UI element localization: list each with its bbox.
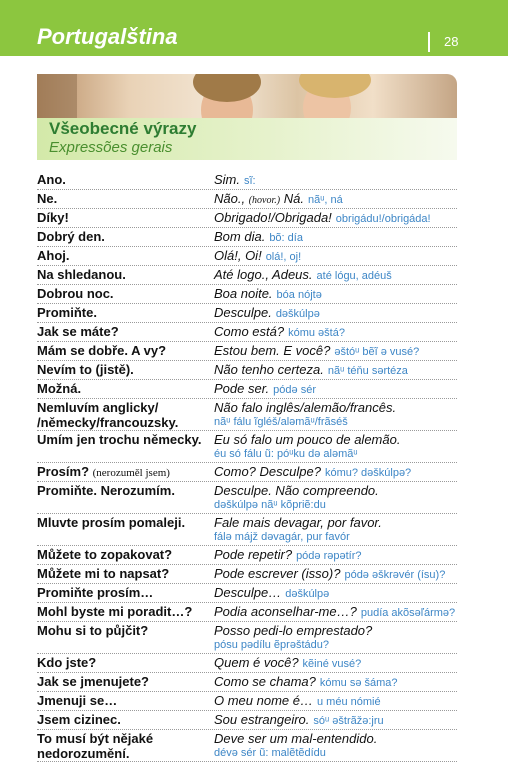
pronunciation: kómu əštá?: [288, 327, 345, 339]
czech-phrase: [37, 171, 214, 189]
czech-text: Na shledanou.: [37, 267, 126, 282]
portuguese-text: Fale mais devagar, por favor.: [214, 515, 382, 530]
portuguese-text: Bom dia.: [214, 229, 266, 244]
portuguese-text: Sim.: [214, 172, 240, 187]
czech-text: Promiňte.: [37, 305, 97, 320]
pronunciation: sóᵘ əštrãžə:jru: [313, 715, 384, 727]
phrase-row: [37, 190, 457, 209]
portuguese-text: Estou bem. E você?: [214, 343, 331, 358]
portuguese-phrase: [214, 546, 457, 564]
portuguese-text: Boa noite.: [214, 286, 273, 301]
pronunciation: kómu sə šáma?: [319, 677, 398, 689]
czech-phrase: [37, 622, 214, 653]
phrase-row: [37, 380, 457, 399]
portuguese-phrase: [214, 323, 457, 341]
hair-left: [193, 74, 261, 102]
portuguese-phrase: [214, 565, 457, 583]
photo-shadow: [37, 74, 77, 118]
czech-text: Kdo jste?: [37, 655, 97, 670]
portuguese-text: Olá!, Oi!: [214, 248, 262, 263]
czech-text: Můžete mi to napsat?: [37, 566, 170, 581]
phrase-row: [37, 171, 457, 190]
czech-text: Díky!: [37, 210, 69, 225]
pronunciation: nãᵘ téňu sərtéza: [327, 365, 408, 377]
phrase-row: [37, 463, 457, 482]
czech-phrase: [37, 190, 214, 208]
phrase-row: [37, 228, 457, 247]
portuguese-text: Posso pedi-lo emprestado?: [214, 623, 373, 638]
pronunciation: dəškúlpə: [275, 308, 320, 320]
portuguese-text: Não falo inglês/alemão/francês.: [214, 400, 397, 415]
phrase-row: [37, 622, 457, 654]
header-bar: [0, 0, 508, 56]
portuguese-text: Deve ser um mal-entendido.: [214, 731, 378, 746]
czech-phrase: [37, 304, 214, 322]
phrase-row: [37, 692, 457, 711]
czech-text: Ne.: [37, 191, 58, 206]
portuguese-phrase: [214, 692, 457, 710]
portuguese-phrase: [214, 380, 457, 398]
portuguese-phrase: [214, 622, 457, 653]
pronunciation: pudía akõsəľármə?: [360, 607, 456, 619]
czech-text: Mohu si to půjčit?: [37, 623, 149, 638]
czech-text: Nemluvím anglicky/ /německy/francouzsky.: [37, 400, 179, 430]
czech-phrase: [37, 431, 214, 462]
portuguese-text: Pode repetir?: [214, 547, 293, 562]
czech-phrase: [37, 399, 214, 430]
czech-text: Nevím to (jistě).: [37, 362, 134, 377]
portuguese-extra: Ná.: [283, 191, 304, 206]
portuguese-phrase: [214, 514, 457, 545]
pronunciation: olá!, oj!: [265, 251, 302, 263]
pronunciation: dəškúlpə nãᵘ kõpriẽ:du: [214, 499, 326, 511]
phrase-row: [37, 209, 457, 228]
portuguese-text: Pode escrever (isso)?: [214, 566, 341, 581]
portuguese-text: Como está?: [214, 324, 285, 339]
czech-phrase: [37, 463, 214, 481]
pronunciation: pódə əškrəvér (ísu)?: [344, 569, 446, 581]
pronunciation: bóa nójtə: [276, 289, 322, 301]
pronunciation: obrigádu!/obrigáda!: [335, 213, 431, 225]
czech-phrase: [37, 584, 214, 602]
portuguese-phrase: [214, 431, 457, 462]
portuguese-phrase: [214, 399, 457, 430]
portuguese-text: Não.,: [214, 191, 246, 206]
portuguese-phrase: [214, 673, 457, 691]
czech-phrase: [37, 285, 214, 303]
czech-phrase: [37, 603, 214, 621]
pronunciation: u méu nómié: [317, 696, 381, 708]
phrase-row: [37, 361, 457, 380]
czech-text: Dobrý den.: [37, 229, 105, 244]
czech-phrase: [37, 323, 214, 341]
portuguese-phrase: [214, 361, 457, 379]
portuguese-phrase: [214, 711, 457, 729]
portuguese-phrase: [214, 285, 457, 303]
language-title: Portugalština: [37, 24, 178, 49]
phrase-row: [37, 603, 457, 622]
section-header: [37, 118, 457, 160]
czech-text: Mohl byste mi poradit…?: [37, 604, 193, 619]
czech-phrase: [37, 342, 214, 360]
portuguese-text: Até logo., Adeus.: [214, 267, 313, 282]
phrase-row: [37, 399, 457, 431]
czech-text: Ano.: [37, 172, 66, 187]
pronunciation: kómu? dəškúlpə?: [324, 467, 412, 479]
czech-text: Dobrou noc.: [37, 286, 114, 301]
portuguese-text: Eu só falo um pouco de alemão.: [214, 432, 401, 447]
phrase-row: [37, 342, 457, 361]
czech-text: Ahoj.: [37, 248, 70, 263]
portuguese-phrase: [214, 482, 457, 513]
phrase-row: [37, 565, 457, 584]
portuguese-text: Sou estrangeiro.: [214, 712, 310, 727]
portuguese-phrase: [214, 730, 457, 761]
portuguese-text: Desculpe.: [214, 305, 272, 320]
phrase-row: [37, 431, 457, 463]
portuguese-phrase: [214, 654, 457, 672]
czech-text: Jak se máte?: [37, 324, 119, 339]
page-number: 28: [444, 34, 459, 49]
portuguese-text: Obrigado!/Obrigada!: [214, 210, 332, 225]
portuguese-text: Pode ser.: [214, 381, 270, 396]
czech-text: Mluvte prosím pomaleji.: [37, 515, 186, 530]
phrase-row: [37, 711, 457, 730]
portuguese-text: Desculpe…: [214, 585, 282, 600]
phrase-row: [37, 584, 457, 603]
portuguese-phrase: [214, 603, 457, 621]
czech-text: Můžete to zopakovat?: [37, 547, 173, 562]
czech-phrase: [37, 228, 214, 246]
phrase-row: [37, 247, 457, 266]
portuguese-phrase: [214, 247, 457, 265]
czech-phrase: [37, 692, 214, 710]
pronunciation: nãᵘ, ná: [307, 194, 343, 206]
pronunciation: bõ: día: [269, 232, 303, 244]
czech-text: Mám se dobře. A vy?: [37, 343, 167, 358]
phrase-row: [37, 673, 457, 692]
pronunciation: sĩ:: [244, 175, 256, 187]
portuguese-phrase: [214, 463, 457, 481]
czech-phrase: [37, 247, 214, 265]
czech-phrase: [37, 482, 214, 513]
czech-phrase: [37, 711, 214, 729]
czech-phrase: [37, 209, 214, 227]
czech-note: (nerozuměl jsem): [92, 467, 170, 479]
pronunciation: dəškúlpə: [285, 588, 330, 600]
czech-phrase: [37, 361, 214, 379]
pronunciation: até lógu, adéuš: [316, 270, 392, 282]
portuguese-phrase: [214, 266, 457, 284]
pronunciation: əštóᵘ bẽĩ ə vusé?: [334, 346, 420, 358]
portuguese-note: (hovor.): [248, 195, 281, 206]
photo-illustration: [37, 74, 457, 118]
phrase-row: [37, 304, 457, 323]
pronunciation: pódə sér: [273, 384, 316, 396]
phrase-row: [37, 482, 457, 514]
czech-text: Jsem cizinec.: [37, 712, 121, 727]
header-divider: [428, 32, 430, 52]
phrase-row: [37, 285, 457, 304]
portuguese-phrase: [214, 584, 457, 602]
phrase-row: [37, 730, 457, 762]
header-photo: [37, 74, 457, 118]
czech-text: Promiňte prosím…: [37, 585, 154, 600]
czech-phrase: [37, 730, 214, 761]
portuguese-phrase: [214, 171, 457, 189]
portuguese-text: Podia aconselhar-me…?: [214, 604, 357, 619]
pronunciation: nãᵘ fálu ĩgléš/aləmãᵘ/frãséš: [214, 416, 348, 428]
portuguese-phrase: [214, 342, 457, 360]
czech-phrase: [37, 380, 214, 398]
czech-phrase: [37, 546, 214, 564]
czech-phrase: [37, 673, 214, 691]
czech-text: Možná.: [37, 381, 82, 396]
pronunciation: éu só fálu ũ: póᵘku də aləmãᵘ: [214, 448, 358, 460]
czech-text: Jak se jmenujete?: [37, 674, 149, 689]
portuguese-text: Não tenho certeza.: [214, 362, 324, 377]
czech-phrase: [37, 654, 214, 672]
czech-phrase: [37, 266, 214, 284]
phrase-row: [37, 266, 457, 285]
czech-text: To musí být nějaké nedorozumění.: [37, 731, 154, 761]
portuguese-phrase: [214, 304, 457, 322]
portuguese-text: Desculpe. Não compreendo.: [214, 483, 379, 498]
section-subtitle: Expressões gerais: [49, 139, 173, 156]
portuguese-text: Como se chama?: [214, 674, 316, 689]
czech-text: Jmenuji se…: [37, 693, 118, 708]
czech-text: Promiňte. Nerozumím.: [37, 483, 175, 498]
phrase-row: [37, 654, 457, 673]
phrase-row: [37, 546, 457, 565]
portuguese-phrase: [214, 190, 457, 208]
portuguese-text: O meu nome é…: [214, 693, 313, 708]
czech-phrase: [37, 514, 214, 545]
portuguese-phrase: [214, 228, 457, 246]
phrase-row: [37, 514, 457, 546]
czech-phrase: [37, 565, 214, 583]
section-title: Všeobecné výrazy: [49, 119, 197, 138]
portuguese-text: Quem é você?: [214, 655, 299, 670]
pronunciation: kẽiné vusé?: [302, 658, 362, 670]
pronunciation: dévə sér ũ: malẽtẽdídu: [214, 747, 326, 759]
phrase-list: [37, 171, 457, 762]
czech-text: Umím jen trochu německy.: [37, 432, 202, 447]
portuguese-phrase: [214, 209, 457, 227]
phrase-row: [37, 323, 457, 342]
czech-text: Prosím?: [37, 464, 90, 479]
pronunciation: pósu pədílu ẽprəštádu?: [214, 639, 329, 651]
pronunciation: fálə májž dəvagár, pur favór: [214, 531, 350, 543]
portuguese-text: Como? Desculpe?: [214, 464, 321, 479]
pronunciation: pódə rəpətír?: [296, 550, 362, 562]
